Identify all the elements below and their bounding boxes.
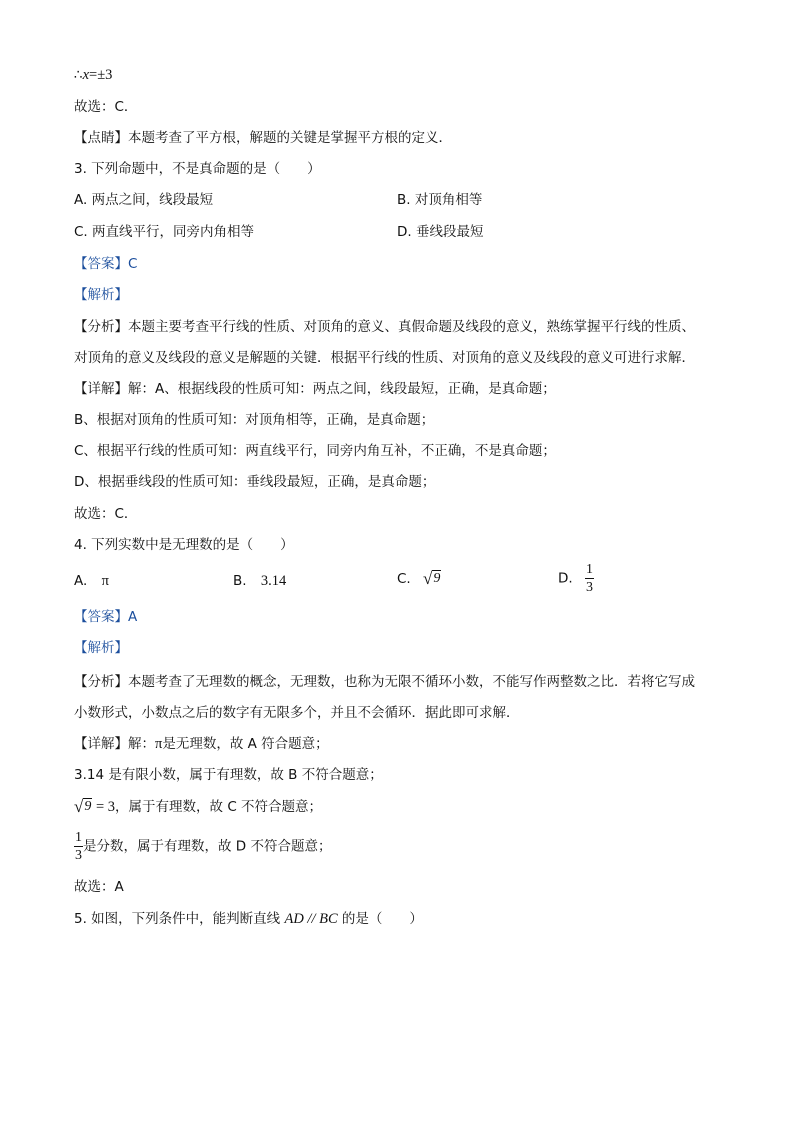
q3-analysis-line-2: 对顶角的意义及线段的意义是解题的关键．根据平行线的性质、对顶角的意义及线段的意义可进行求解． [74, 350, 695, 366]
q5-prefix: 5. 如图，下列条件中，能判断直线 [74, 911, 285, 927]
question-3: 3. 下列命题中，不是真命题的是（ ） [74, 161, 321, 177]
radicand: 9 [433, 571, 441, 586]
pi-symbol: π [155, 736, 163, 752]
comment-line-q2: 【点睛】本题考查了平方根，解题的关键是掌握平方根的定义． [74, 130, 452, 146]
q4-detail-line-4 [74, 830, 331, 863]
q4-option-d-fraction [585, 562, 594, 595]
equals-three: = 3 [92, 799, 116, 815]
q4-option-c-sqrt [423, 570, 441, 588]
q4-option-a-pi: π [101, 573, 109, 589]
q3-detail-line-2: B、根据对顶角的性质可知：对顶角相等，正确，是真命题； [74, 412, 435, 428]
radical-sign: √ [74, 797, 84, 816]
q3-analysis-line-1: 【分析】本题主要考查平行线的性质、对顶角的意义、真假命题及线段的意义，熟练掌握平行线的性质、 [74, 319, 695, 335]
q5-suffix: 的是（ ） [337, 911, 423, 927]
q4-detail-line-1 [74, 735, 329, 753]
denominator: 3 [75, 848, 82, 863]
radicand: 9 [84, 799, 92, 814]
q4-option-a [74, 572, 109, 590]
q4-option-d [558, 562, 594, 595]
q3-option-b: B. 对顶角相等 [397, 192, 483, 208]
q4-selection: 故选：A [74, 879, 124, 895]
q4-detail-line-3 [74, 798, 322, 816]
q4-option-c-label: C. [397, 571, 411, 587]
q5-math: AD // BC [284, 911, 338, 927]
numerator: 1 [585, 562, 593, 577]
q3-detail-line-4: D、根据垂线段的性质可知：垂线段最短，正确，是真命题； [74, 474, 436, 490]
fraction-bar [585, 578, 594, 579]
q4-option-a-label: A. [74, 573, 88, 589]
fraction-bar [74, 846, 83, 847]
detail-prefix: 【详解】解： [74, 736, 155, 752]
q4-analysis-line-2: 小数形式，小数点之后的数字有无限多个，并且不会循环．据此即可求解． [74, 705, 520, 721]
q4-option-b-value: 3.14 [260, 573, 287, 589]
variable-x: x [82, 67, 90, 83]
one-third-fraction [74, 830, 83, 863]
q3-option-d: D. 垂线段最短 [397, 224, 484, 240]
q4-analysis-heading: 【解析】 [74, 640, 128, 656]
q3-detail-line-1: 【详解】解：A、根据线段的性质可知：两点之间，线段最短，正确，是真命题； [74, 381, 556, 397]
q3-analysis-heading: 【解析】 [74, 287, 128, 303]
question-5 [74, 910, 423, 928]
q4-option-b [233, 572, 286, 590]
detail-text: ，属于有理数，故 C 不符合题意； [115, 799, 323, 815]
therefore-line [74, 66, 112, 84]
sqrt-nine [74, 798, 92, 816]
q3-option-a: A. 两点之间，线段最短 [74, 192, 214, 208]
equation-rest: =±3 [89, 67, 113, 83]
q4-option-b-label: B. [233, 573, 247, 589]
q4-analysis-line-1: 【分析】本题考查了无理数的概念，无理数，也称为无限不循环小数，不能写作两整数之比．若将它写成 [74, 674, 695, 690]
therefore-symbol: ∴ [74, 67, 83, 83]
q4-detail-line-2: 3.14 是有限小数，属于有理数，故 B 不符合题意； [74, 767, 383, 783]
q3-selection: 故选：C． [74, 506, 138, 522]
q4-option-c [397, 570, 441, 588]
q4-answer: 【答案】A [74, 609, 138, 625]
question-4: 4. 下列实数中是无理数的是（ ） [74, 537, 294, 553]
detail-text: 是无理数，故 A 符合题意； [162, 736, 329, 752]
selection-line-q2: 故选：C． [74, 99, 138, 115]
denominator: 3 [585, 580, 593, 595]
q3-answer: 【答案】C [74, 256, 138, 272]
numerator: 1 [75, 830, 82, 845]
q4-option-d-label: D. [558, 570, 573, 587]
radical-sign: √ [423, 569, 433, 588]
detail-text: 是分数，属于有理数，故 D 不符合题意； [83, 838, 332, 855]
q3-option-c: C. 两直线平行，同旁内角相等 [74, 224, 255, 240]
q3-detail-line-3: C、根据平行线的性质可知：两直线平行，同旁内角互补，不正确，不是真命题； [74, 443, 556, 459]
